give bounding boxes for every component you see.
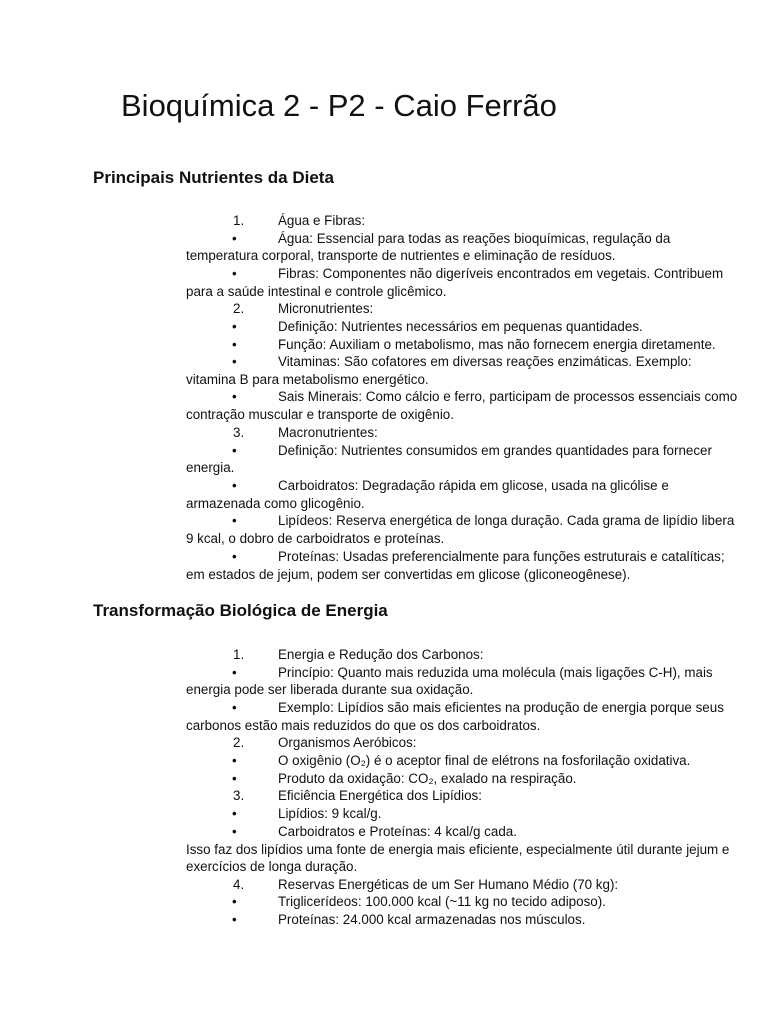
list-number: 3.	[233, 425, 245, 440]
list-number: 4.	[233, 877, 245, 892]
section-heading-energia: Transformação Biológica de Energia	[93, 601, 388, 620]
bullet: •	[232, 231, 237, 246]
bullet: •	[232, 894, 237, 909]
body-text: vitamina B para metabolismo energético.	[186, 372, 429, 387]
list-text: Reservas Energéticas de um Ser Humano Médio (70 kg):	[278, 877, 619, 892]
body-text: temperatura corporal, transporte de nutrientes e eliminação de resíduos.	[186, 248, 616, 263]
body-text: exercícios de longa duração.	[186, 859, 358, 874]
body-text: para a saúde intestinal e controle glicêmico.	[186, 284, 447, 299]
bullet-text: Triglicerídeos: 100.000 kcal (~11 kg no tecido adiposo).	[278, 894, 606, 909]
bullet-text: Princípio: Quanto mais reduzida uma molécula (mais ligações C-H), mais	[278, 665, 713, 680]
list-number: 2.	[233, 735, 245, 750]
bullet-text: Fibras: Componentes não digeríveis encontrados em vegetais. Contribuem	[278, 266, 724, 281]
bullet: •	[232, 700, 237, 715]
list-text: Eficiência Energética dos Lipídios:	[278, 788, 482, 803]
bullet: •	[232, 665, 237, 680]
list-text: Micronutrientes:	[278, 301, 374, 316]
bullet-text: Definição: Nutrientes consumidos em grandes quantidades para fornecer	[278, 443, 712, 458]
bullet-text: Produto da oxidação: CO₂, exalado na respiração.	[278, 771, 577, 786]
body-text: em estados de jejum, podem ser convertidas em glicose (gliconeogênese).	[186, 567, 631, 582]
body-text: contração muscular e transporte de oxigênio.	[186, 407, 454, 422]
section-heading-nutrientes: Principais Nutrientes da Dieta	[93, 168, 334, 187]
list-number: 3.	[233, 788, 245, 803]
bullet: •	[232, 824, 237, 839]
body-text: energia.	[186, 460, 235, 475]
bullet-text: Água: Essencial para todas as reações bioquímicas, regulação da	[278, 231, 671, 246]
document-title: Bioquímica 2 - P2 - Caio Ferrão	[121, 88, 557, 123]
bullet: •	[232, 443, 237, 458]
bullet: •	[232, 389, 237, 404]
list-text: Organismos Aeróbicos:	[278, 735, 417, 750]
bullet-text: Proteínas: Usadas preferencialmente para funções estruturais e catalíticas;	[278, 549, 725, 564]
body-text: armazenada como glicogênio.	[186, 496, 365, 511]
bullet-text: O oxigênio (O₂) é o aceptor final de elétrons na fosforilação oxidativa.	[278, 753, 691, 768]
body-text: carbonos estão mais reduzidos do que os dos carboidratos.	[186, 718, 541, 733]
bullet-text: Vitaminas: São cofatores em diversas reações enzimáticas. Exemplo:	[278, 354, 692, 369]
bullet-text: Carboidratos e Proteínas: 4 kcal/g cada.	[278, 824, 517, 839]
bullet: •	[232, 513, 237, 528]
bullet-text: Função: Auxiliam o metabolismo, mas não fornecem energia diretamente.	[278, 337, 716, 352]
bullet-text: Definição: Nutrientes necessários em pequenas quantidades.	[278, 319, 643, 334]
bullet: •	[232, 337, 237, 352]
bullet: •	[232, 771, 237, 786]
bullet-text: Proteínas: 24.000 kcal armazenadas nos músculos.	[278, 912, 586, 927]
bullet: •	[232, 478, 237, 493]
bullet: •	[232, 266, 237, 281]
bullet-text: Lipídios: 9 kcal/g.	[278, 806, 382, 821]
body-text: Isso faz dos lipídios uma fonte de energia mais eficiente, especialmente útil durante jejum e	[186, 842, 730, 857]
bullet: •	[232, 753, 237, 768]
list-text: Macronutrientes:	[278, 425, 378, 440]
body-text: 9 kcal, o dobro de carboidratos e proteínas.	[186, 531, 445, 546]
list-number: 1.	[233, 213, 245, 228]
bullet: •	[232, 912, 237, 927]
bullet: •	[232, 549, 237, 564]
bullet-text: Lipídeos: Reserva energética de longa duração. Cada grama de lipídio libera	[278, 513, 735, 528]
body-text: energia pode ser liberada durante sua oxidação.	[186, 682, 474, 697]
list-text: Energia e Redução dos Carbonos:	[278, 647, 484, 662]
bullet-text: Sais Minerais: Como cálcio e ferro, participam de processos essenciais como	[278, 389, 738, 404]
bullet: •	[232, 354, 237, 369]
bullet: •	[232, 806, 237, 821]
list-number: 1.	[233, 647, 245, 662]
bullet-text: Carboidratos: Degradação rápida em glicose, usada na glicólise e	[278, 478, 669, 493]
list-text: Água e Fibras:	[278, 213, 366, 228]
bullet: •	[232, 319, 237, 334]
list-number: 2.	[233, 301, 245, 316]
bullet-text: Exemplo: Lipídios são mais eficientes na produção de energia porque seus	[278, 700, 724, 715]
